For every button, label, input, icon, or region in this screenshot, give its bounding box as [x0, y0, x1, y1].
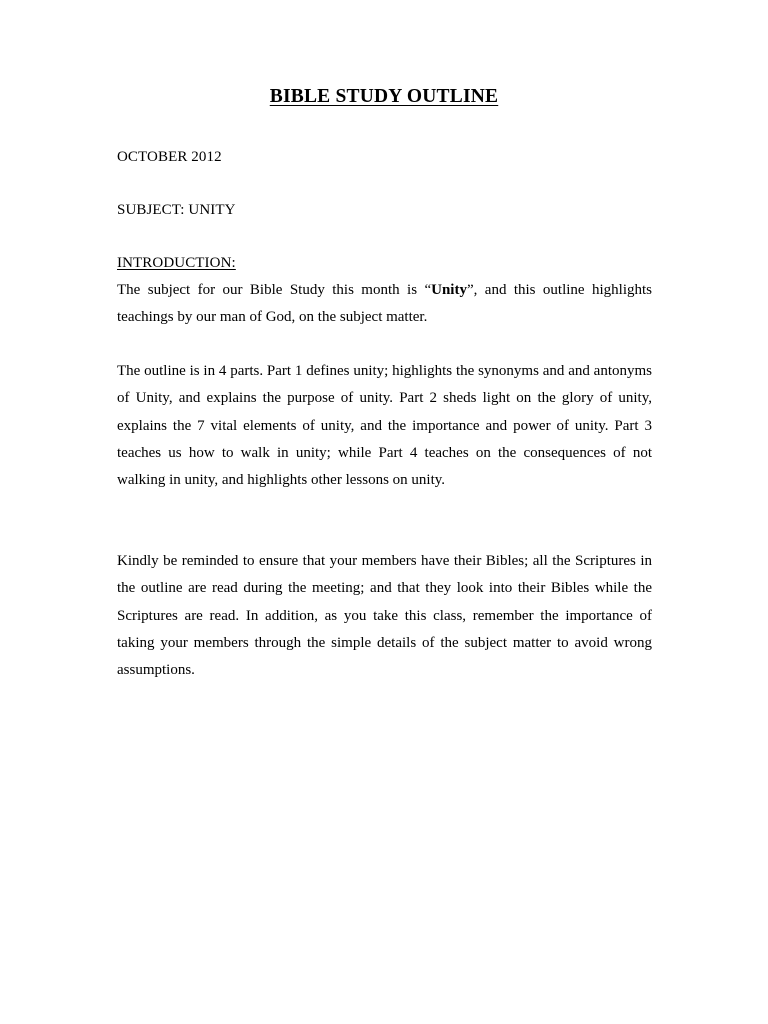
intro-paragraph-2: The outline is in 4 parts. Part 1 defines unity; highlights the synonyms and and antonyms of Unity, and explains the purpose of unity. Part 2 sheds light on the glory of unity, explains the 7 vital elements of unity, and the importance and power of unity. Part 3 teaches us how to walk in unity; while Part 4 teaches on the consequences of not walking in unity, and highlights other lessons on unity.: [117, 363, 652, 489]
intro-paragraph-1-end: ”, and this outline highlights teachings by our man of God, on the subject matter.: [117, 282, 652, 326]
subject-line: SUBJECT: UNITY: [117, 202, 236, 218]
intro-paragraph-1-start: The subject for our Bible Study this month is “: [117, 282, 432, 298]
intro-paragraph-1-bold-subject: Unity: [431, 282, 467, 298]
intro-paragraph-1: [117, 277, 652, 332]
document-date: OCTOBER 2012: [117, 149, 222, 165]
intro-paragraph-3: Kindly be reminded to ensure that your members have their Bibles; all the Scriptures in the outline are read during the meeting; and that they look into their Bibles while the Scriptures are read. In addition, as you take this class, remember the importance of taking your members through the simple details of the subject matter to avoid wrong assumptions.: [117, 553, 652, 679]
introduction-heading: INTRODUCTION:: [117, 255, 236, 271]
document-title: BIBLE STUDY OUTLINE: [269, 86, 499, 107]
